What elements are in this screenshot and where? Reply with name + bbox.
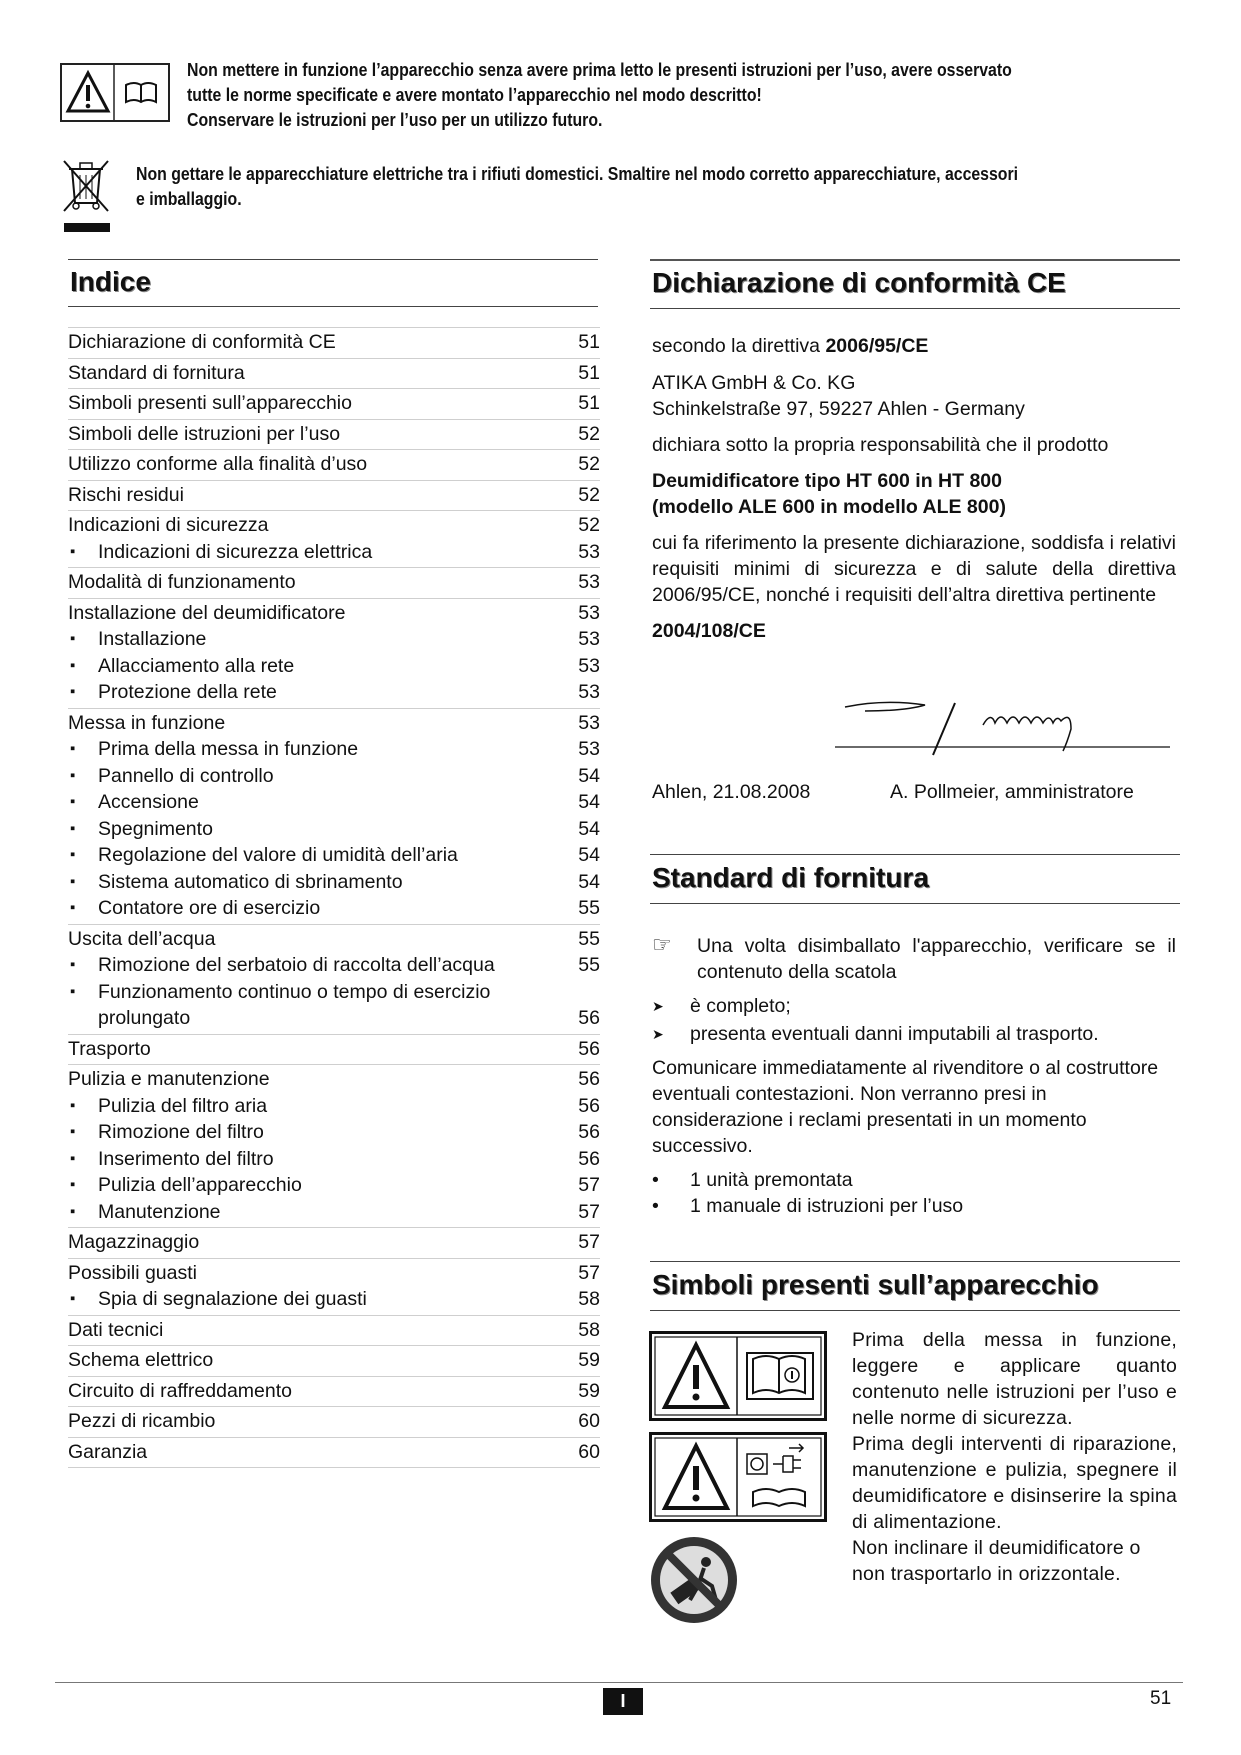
no-tilt-symbol: [648, 1534, 740, 1626]
toc-page-number: 54: [578, 844, 600, 866]
toc-entry[interactable]: [68, 1229, 600, 1256]
warning-line: Non gettare le apparecchiature elettriche tra i rifiuti domestici. Smaltire nel modo corretto apparecchiature, accessori: [136, 164, 1019, 184]
toc-group: [68, 1376, 600, 1407]
toc-entry-title: Dichiarazione di conformità CE: [68, 331, 336, 353]
toc-page-number: 57: [578, 1261, 600, 1284]
toc-group: [68, 419, 600, 450]
toc-entry-title: ▪ Sistema automatico di sbrinamento: [68, 869, 403, 896]
toc-entry-title: ▪ Prima della messa in funzione: [68, 736, 358, 763]
warning-line: Non mettere in funzione l’apparecchio senza avere prima letto le presenti istruzioni per l’uso, avere osservato: [187, 60, 1012, 80]
toc-entry-title: Standard di fornitura: [68, 361, 245, 384]
warning-line: Conservare le istruzioni per l’uso per un utilizzo futuro.: [187, 110, 603, 130]
toc-subentry[interactable]: [68, 1172, 600, 1199]
toc-entry-title: ▪ Spia di segnalazione dei guasti: [68, 1286, 367, 1313]
toc-page-number: 59: [578, 1379, 600, 1402]
toc-entry[interactable]: [68, 1260, 600, 1287]
toc-entry[interactable]: [68, 926, 600, 953]
toc-subentry[interactable]: [68, 736, 600, 763]
toc-subentry[interactable]: [68, 789, 600, 816]
toc-page-number: 58: [578, 1318, 600, 1341]
toc-group: [68, 449, 600, 480]
weee-bin-icon: [60, 155, 112, 237]
toc-page-number: 56: [578, 1147, 600, 1170]
supply-top-rule: [650, 854, 1180, 855]
toc-page-number: 58: [578, 1288, 600, 1310]
toc-entry-title: Circuito di raffreddamento: [68, 1379, 293, 1402]
toc-entry-title: Simboli delle istruzioni per l’uso: [68, 422, 341, 445]
toc-page-number: 59: [578, 1349, 600, 1371]
supply-body: [652, 933, 1176, 1219]
toc-page-number: 53: [578, 628, 600, 650]
index-top-rule: [68, 259, 598, 260]
toc-page-number: 53: [578, 571, 600, 593]
declaration-body: [652, 333, 1176, 644]
arrow-bullet-icon: ➤: [652, 998, 664, 1014]
toc-entry[interactable]: [68, 512, 600, 539]
unplug-symbol: [649, 1432, 827, 1522]
toc-entry-title: [68, 979, 490, 1032]
toc-page-number: 54: [578, 817, 600, 840]
supply-paragraph: Comunicare immediatamente al rivenditore o al costruttore eventuali contestazioni. Non verranno presi in considerazione i reclami presentati in un momento successivo.: [652, 1057, 1159, 1157]
table-of-contents: [68, 327, 600, 1468]
toc-entry[interactable]: [68, 329, 600, 356]
toc-page-number: 57: [578, 1174, 600, 1196]
toc-page-number: 53: [578, 711, 600, 734]
toc-entry-title: Pulizia e manutenzione: [68, 1068, 270, 1090]
toc-group: [68, 327, 600, 358]
toc-subentry[interactable]: [68, 1093, 600, 1120]
toc-subentry[interactable]: [68, 1146, 600, 1173]
toc-page-number: 54: [578, 764, 600, 787]
toc-group: [68, 1315, 600, 1346]
toc-page-number: 56: [578, 1007, 600, 1029]
toc-entry-title-line: prolungato: [98, 1007, 191, 1029]
toc-subentry[interactable]: [68, 679, 600, 706]
toc-page-number: 56: [578, 1037, 600, 1060]
supply-bottom-rule: [650, 903, 1180, 904]
symbols-bottom-rule: [650, 1310, 1180, 1311]
read-manual-symbol: [649, 1331, 827, 1421]
declares-text: dichiara sotto la propria responsabilità che il prodotto: [652, 434, 1109, 456]
toc-page-number: 53: [578, 601, 600, 624]
toc-entry[interactable]: [68, 710, 600, 737]
toc-group: [68, 598, 600, 708]
toc-entry-title: ▪ Rimozione del serbatoio di raccolta dell’acqua: [68, 952, 495, 979]
directive-number: 2006/95/CE: [825, 335, 929, 357]
toc-subentry[interactable]: [68, 1119, 600, 1146]
toc-entry-title: Utilizzo conforme alla finalità d’uso: [68, 453, 368, 475]
toc-group: [68, 510, 600, 567]
signatory: A. Pollmeier, amministratore: [890, 781, 1134, 803]
toc-group: [68, 1034, 600, 1065]
toc-subentry[interactable]: [68, 869, 600, 896]
toc-group: [68, 708, 600, 924]
toc-page-number: 51: [578, 392, 600, 414]
language-badge: [603, 1688, 643, 1715]
product-model-line: (modello ALE 600 in modello ALE 800): [652, 496, 1006, 518]
arrow-bullet-icon: ➤: [652, 1026, 664, 1042]
toc-page-number: 51: [578, 331, 600, 353]
company-address: Schinkelstraße 97, 59227 Ahlen - Germany: [652, 398, 1025, 420]
toc-entry[interactable]: [68, 1317, 600, 1344]
toc-page-number: 54: [578, 870, 600, 893]
supply-note-text: Una volta disimballato l'apparecchio, verificare se il contenuto della scatola: [697, 935, 1176, 983]
warning-triangle-icon: [62, 65, 168, 120]
toc-entry[interactable]: [68, 569, 600, 596]
toc-entry-title: ▪ Spegnimento: [68, 816, 213, 843]
toc-entry[interactable]: [68, 482, 600, 509]
toc-group: [68, 1345, 600, 1376]
toc-page-number: 56: [578, 1121, 600, 1143]
toc-page-number: 57: [578, 1231, 600, 1253]
symbols-text: [852, 1327, 1177, 1587]
toc-subentry[interactable]: [68, 952, 600, 979]
company-name: ATIKA GmbH & Co. KG: [652, 372, 856, 394]
toc-subentry[interactable]: [68, 1286, 600, 1313]
supply-note: [652, 933, 1176, 985]
toc-entry[interactable]: [68, 1347, 600, 1374]
declaration-title: Dichiarazione di conformità CE: [652, 267, 1066, 298]
toc-entry[interactable]: [68, 360, 600, 387]
toc-group: [68, 1227, 600, 1258]
toc-group: [68, 1258, 600, 1315]
toc-group: [68, 480, 600, 511]
symbol-read-manual-text: Prima della messa in funzione, leggere e applicare quanto contenuto nelle istruzioni per l’uso e nelle norme di sicurezza.: [852, 1329, 1177, 1429]
toc-page-number: 60: [578, 1410, 600, 1432]
toc-page-number: 55: [578, 954, 600, 976]
toc-entry[interactable]: [68, 421, 600, 448]
toc-page-number: 52: [578, 453, 600, 475]
check-text: presenta eventuali danni imputabili al trasporto.: [690, 1023, 1099, 1045]
toc-entry-title: ▪ Accensione: [68, 789, 199, 816]
toc-entry-title: ▪ Pulizia dell’apparecchio: [68, 1172, 302, 1199]
toc-entry-title-line: Funzionamento continuo o tempo di esercizio: [98, 980, 491, 1003]
directive-prefix: secondo la direttiva: [652, 335, 826, 357]
toc-subentry[interactable]: [68, 1199, 600, 1226]
toc-entry-title: Schema elettrico: [68, 1349, 214, 1371]
symbols-title: Simboli presenti sull’apparecchio: [652, 1269, 1099, 1300]
toc-entry-title: Messa in funzione: [68, 711, 226, 734]
symbols-top-rule: [650, 1261, 1180, 1262]
toc-page-number: 55: [578, 927, 600, 950]
toc-group: [68, 1406, 600, 1437]
toc-page-number: 57: [578, 1200, 600, 1223]
toc-group: [68, 924, 600, 1034]
toc-page-number: 53: [578, 681, 600, 703]
toc-page-number: 51: [578, 361, 600, 384]
toc-group: [68, 358, 600, 389]
toc-entry-title: Trasporto: [68, 1037, 151, 1060]
signature: [835, 695, 1175, 765]
index-title: Indice: [70, 266, 151, 297]
toc-entry[interactable]: [68, 1408, 600, 1435]
toc-page-number: 56: [578, 1094, 600, 1117]
warning-line: e imballaggio.: [136, 189, 242, 209]
warning-line: tutte le norme specificate e avere montato l’apparecchio nel modo descritto!: [187, 85, 762, 105]
supply-title: Standard di fornitura: [652, 862, 929, 893]
toc-entry-title: Rischi residui: [68, 483, 184, 506]
toc-subentry[interactable]: [68, 653, 600, 680]
toc-entry[interactable]: [68, 1439, 600, 1466]
toc-entry-title: Possibili guasti: [68, 1261, 197, 1284]
toc-subentry[interactable]: [68, 539, 600, 566]
toc-entry-title: ▪ Regolazione del valore di umidità dell’aria: [68, 842, 458, 869]
toc-entry-title: ▪ Manutenzione: [68, 1199, 221, 1226]
bullet-icon: •: [652, 1195, 659, 1217]
pointing-hand-icon: ☞: [652, 932, 672, 957]
disposal-warning: [136, 162, 1196, 212]
toc-entry[interactable]: [68, 451, 600, 478]
toc-page-number: 53: [578, 654, 600, 677]
toc-entry-title: Modalità di funzionamento: [68, 571, 296, 593]
toc-page-number: 52: [578, 422, 600, 445]
supply-item: [652, 1193, 1176, 1219]
toc-entry[interactable]: [68, 1378, 600, 1405]
supply-item-text: 1 manuale di istruzioni per l’uso: [690, 1195, 964, 1217]
toc-entry-title: ▪ Rimozione del filtro: [68, 1119, 264, 1146]
toc-page-number: 52: [578, 514, 600, 536]
declaration-bottom-rule: [650, 308, 1180, 309]
supply-item: [652, 1167, 1176, 1193]
toc-entry-title: Magazzinaggio: [68, 1231, 200, 1253]
toc-entry-title: ▪ Contatore ore di esercizio: [68, 895, 320, 922]
toc-subentry[interactable]: [68, 816, 600, 843]
toc-entry[interactable]: [68, 600, 600, 627]
toc-group: [68, 388, 600, 419]
toc-entry-title: ▪ Installazione: [68, 626, 206, 653]
toc-page-number: 60: [578, 1440, 600, 1463]
toc-page-number: 56: [578, 1068, 600, 1090]
product-line: Deumidificatore tipo HT 600 in HT 800: [652, 470, 1002, 492]
toc-group: [68, 1437, 600, 1469]
toc-entry-title: ▪ Pannello di controllo: [68, 763, 274, 790]
toc-page-number: 53: [578, 738, 600, 760]
toc-subentry[interactable]: [68, 895, 600, 922]
toc-page-number: 53: [578, 540, 600, 563]
toc-entry-title: Simboli presenti sull’apparecchio: [68, 392, 352, 414]
toc-page-number: 54: [578, 791, 600, 813]
toc-entry-title: ▪ Allacciamento alla rete: [68, 653, 294, 680]
supply-item-text: 1 unità premontata: [690, 1169, 853, 1191]
toc-subentry[interactable]: [68, 763, 600, 790]
directive-line: [652, 333, 1176, 359]
toc-entry-title: Installazione del deumidificatore: [68, 601, 346, 624]
toc-entry-title: Dati tecnici: [68, 1318, 164, 1341]
warning-manual-icon-box: [60, 63, 170, 122]
index-bottom-rule: [68, 306, 598, 307]
check-item: [652, 1021, 1176, 1047]
toc-entry-title: ▪ Pulizia del filtro aria: [68, 1093, 267, 1120]
toc-subentry[interactable]: [68, 842, 600, 869]
declaration-top-rule: [650, 259, 1180, 261]
toc-entry-title: ▪ Indicazioni di sicurezza elettrica: [68, 539, 372, 566]
check-item: [652, 993, 1176, 1019]
place-date: Ahlen, 21.08.2008: [652, 781, 811, 803]
toc-entry[interactable]: [68, 1036, 600, 1063]
conformity-text: cui fa riferimento la presente dichiarazione, soddisfa i relativi requisiti minimi di sicurezza e di salute della direttiva 2006/95/CE, nonché i requisiti dell’altra direttiva pertinente: [652, 532, 1176, 606]
toc-entry-title: Pezzi di ricambio: [68, 1410, 216, 1432]
toc-entry-title: Uscita dell’acqua: [68, 927, 216, 950]
symbol-no-tilt-text: Non inclinare il deumidificatore o non trasportarlo in orizzontale.: [852, 1537, 1141, 1585]
toc-subentry[interactable]: [68, 626, 600, 653]
toc-entry-title: Indicazioni di sicurezza: [68, 514, 269, 536]
language-code: I: [620, 1691, 626, 1711]
toc-page-number: 52: [578, 483, 600, 506]
toc-group: [68, 1064, 600, 1227]
toc-group: [68, 567, 600, 598]
bullet-icon: •: [652, 1169, 659, 1191]
toc-page-number: 55: [578, 897, 600, 919]
check-text: è completo;: [690, 995, 791, 1017]
toc-subentry[interactable]: [68, 979, 600, 1032]
second-directive: 2004/108/CE: [652, 620, 766, 642]
toc-entry-title: Garanzia: [68, 1440, 148, 1463]
read-manual-warning: [187, 58, 1187, 133]
toc-entry-title: ▪ Protezione della rete: [68, 679, 277, 706]
toc-entry-title: ▪ Inserimento del filtro: [68, 1146, 274, 1173]
footer-rule: [55, 1682, 1183, 1683]
page-number: 51: [1150, 1688, 1172, 1709]
symbol-unplug-text: Prima degli interventi di riparazione, manutenzione e pulizia, spegnere il deumidificatore e disinserire la spina di alimentazione.: [852, 1433, 1177, 1533]
toc-entry[interactable]: [68, 1066, 600, 1093]
toc-entry[interactable]: [68, 390, 600, 417]
